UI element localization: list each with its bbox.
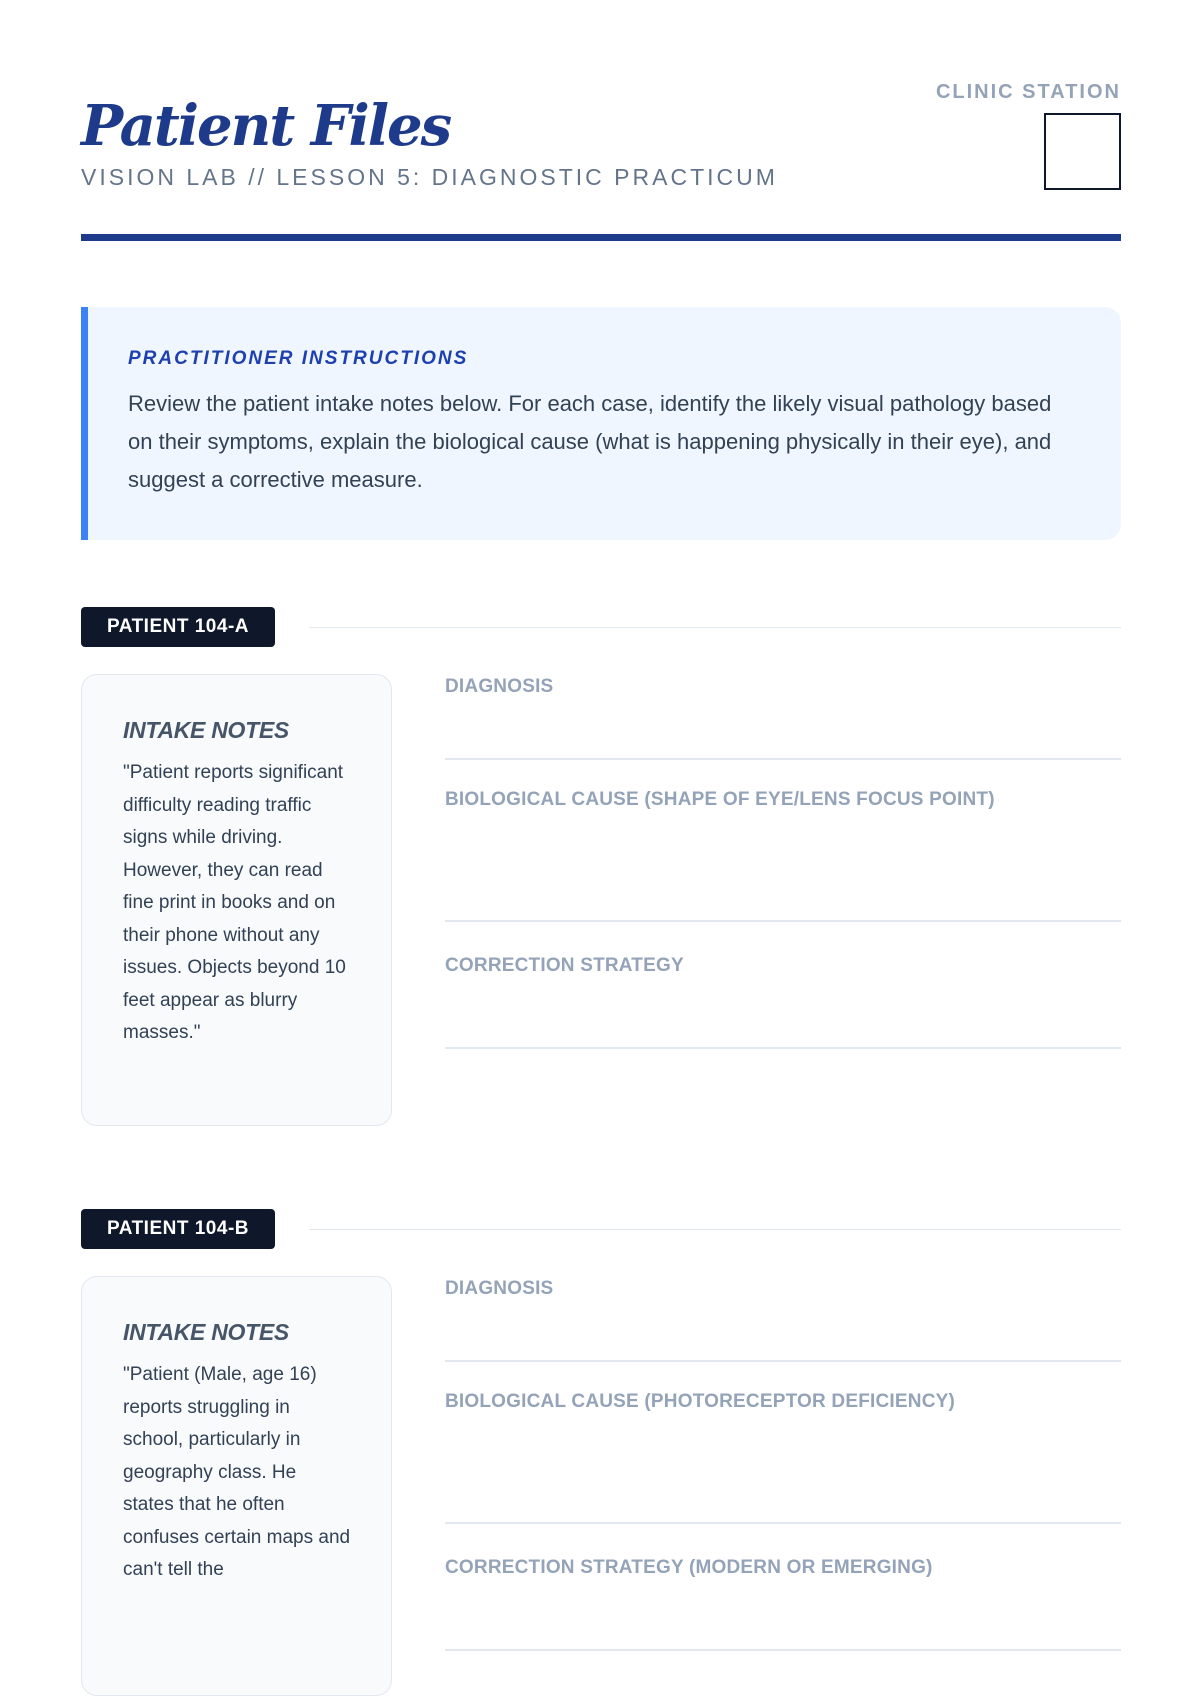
correction-strategy-label: CORRECTION STRATEGY (MODERN OR EMERGING) [445, 1557, 933, 1578]
diagnosis-field[interactable] [445, 1277, 1121, 1362]
instructions-panel [81, 307, 1121, 540]
biological-cause-field[interactable] [445, 1390, 1121, 1524]
patient-section [81, 607, 1121, 1132]
correction-strategy-field[interactable] [445, 954, 1121, 1049]
patient-id-badge: PATIENT 104-B [81, 1209, 275, 1249]
patient-id-badge: PATIENT 104-A [81, 607, 275, 647]
worksheet-page [81, 0, 1121, 1600]
patient-section [81, 1209, 1121, 1629]
patient-divider [309, 1229, 1121, 1230]
instructions-body: Review the patient intake notes below. For each case, identify the likely visual pathology based on their symptoms, explain the biological cause (what is happening physically in their eye), and suggest a corrective measure. [128, 391, 1052, 492]
intake-notes-text: "Patient (Male, age 16) reports struggling in school, particularly in geography class. He states that he often confuses certain maps and can't tell the [123, 1364, 351, 1580]
intake-notes-text: "Patient reports significant difficulty reading traffic signs while driving. However, they can read fine print in books and on their phone without any issues. Objects beyond 10 feet appear as blurry masses." [123, 762, 346, 1043]
patient-divider [309, 627, 1121, 628]
diagnosis-label: DIAGNOSIS [445, 1278, 554, 1299]
intake-notes-card [81, 674, 392, 1126]
biological-cause-label: BIOLOGICAL CAUSE (PHOTORECEPTOR DEFICIENCY) [445, 1391, 956, 1412]
clinic-station-label: CLINIC STATION [935, 81, 1121, 103]
diagnosis-label: DIAGNOSIS [445, 676, 554, 697]
biological-cause-field[interactable] [445, 788, 1121, 922]
header-divider [81, 234, 1121, 241]
biological-cause-label: BIOLOGICAL CAUSE (SHAPE OF EYE/LENS FOCUS POINT) [445, 789, 995, 810]
diagnosis-field[interactable] [445, 675, 1121, 760]
intake-notes-title: INTAKE NOTES [123, 1319, 289, 1345]
instructions-title: PRACTITIONER INSTRUCTIONS [128, 348, 469, 369]
page-subtitle: VISION LAB // LESSON 5: DIAGNOSTIC PRACTICUM [81, 164, 778, 190]
intake-notes-card [81, 1276, 392, 1696]
page-title: Patient Files [81, 93, 451, 159]
intake-notes-title: INTAKE NOTES [123, 717, 289, 743]
correction-strategy-label: CORRECTION STRATEGY [445, 955, 684, 976]
page-header [81, 0, 1121, 242]
clinic-station-box[interactable] [1044, 113, 1121, 190]
correction-strategy-field[interactable] [445, 1556, 1121, 1651]
